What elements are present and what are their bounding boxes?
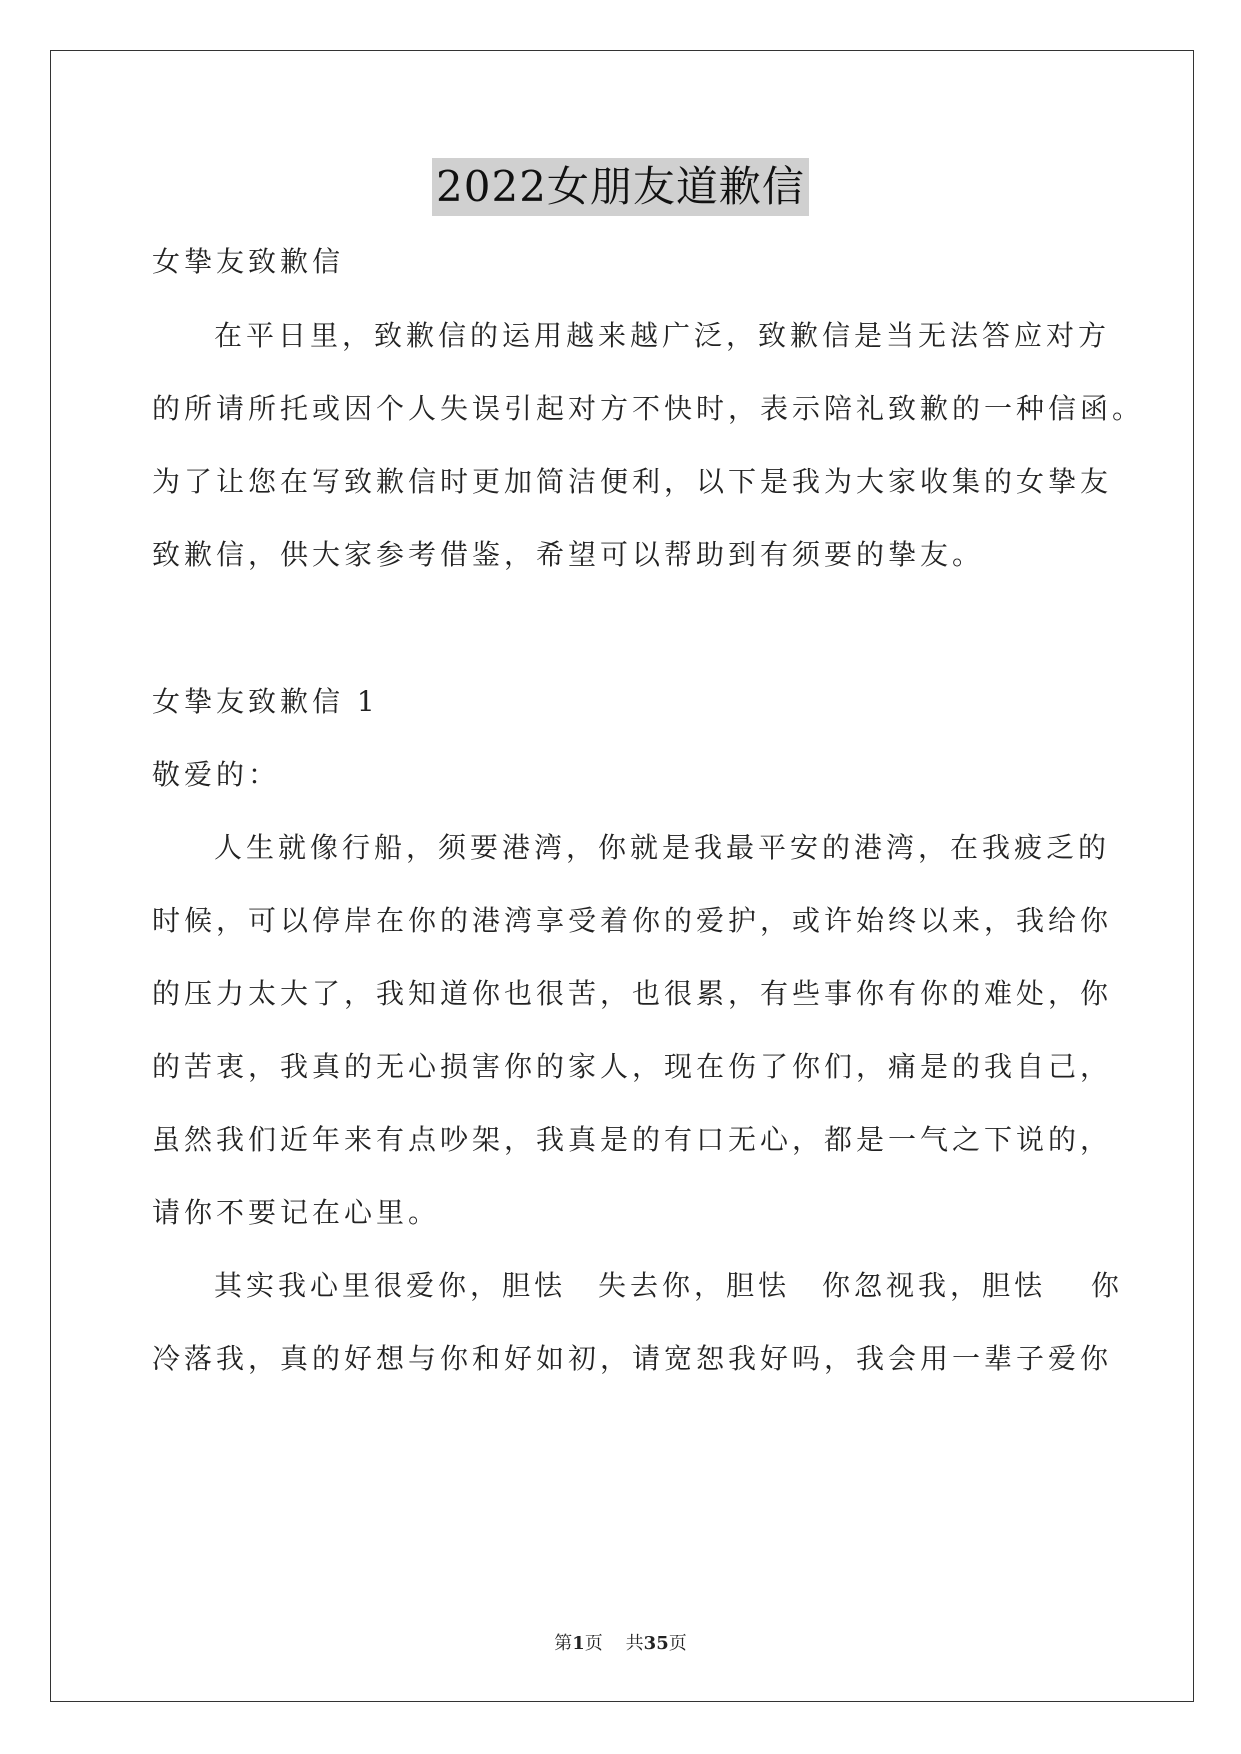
paragraph-line: 请你不要记在心里。 xyxy=(152,1196,441,1229)
page-footer xyxy=(0,1632,1241,1656)
page-number: 1 xyxy=(572,1633,585,1654)
paragraph-line: 人生就像行船，须要港湾，你就是我最平安的港湾，在我疲乏的 xyxy=(214,831,1111,864)
document-title: 2022女朋友道歉信 xyxy=(432,158,809,216)
title-container xyxy=(0,158,1241,216)
total-prefix: 共 xyxy=(625,1633,644,1654)
total-pages: 35 xyxy=(643,1633,669,1654)
paragraph-line: 的所请所托或因个人失误引起对方不快时，表示陪礼致歉的一种信函。 xyxy=(152,392,1145,425)
paragraph-line: 在平日里，致歉信的运用越来越广泛，致歉信是当无法答应对方 xyxy=(214,319,1111,352)
paragraph-line: 虽然我们近年来有点吵架，我真是的有口无心，都是一气之下说的， xyxy=(152,1123,1113,1156)
paragraph-line: 致歉信，供大家参考借鉴，希望可以帮助到有须要的挚友。 xyxy=(152,538,985,571)
page-suffix: 页 xyxy=(584,1633,603,1654)
paragraph-line: 的苦衷，我真的无心损害你的家人，现在伤了你们，痛是的我自己， xyxy=(152,1050,1113,1083)
paragraph-line: 为了让您在写致歉信时更加简洁便利，以下是我为大家收集的女挚友 xyxy=(152,465,1113,498)
total-suffix: 页 xyxy=(668,1633,687,1654)
paragraph-line: 冷落我，真的好想与你和好如初，请宽恕我好吗，我会用一辈子爱你 xyxy=(152,1342,1113,1375)
paragraph-line: 其实我心里很爱你，胆怯 失去你，胆怯 你忽视我，胆怯 你 xyxy=(214,1269,1123,1302)
salutation: 敬爱的： xyxy=(152,758,281,791)
page-border xyxy=(50,50,1194,1702)
paragraph-line: 时候，可以停岸在你的港湾享受着你的爱护，或许始终以来，我给你 xyxy=(152,904,1113,937)
page-prefix: 第 xyxy=(554,1633,573,1654)
section-heading: 女挚友致歉信 xyxy=(152,245,345,278)
section-heading: 女挚友致歉信 1 xyxy=(152,685,379,718)
paragraph-line: 的压力太大了，我知道你也很苦，也很累，有些事你有你的难处，你 xyxy=(152,977,1113,1010)
